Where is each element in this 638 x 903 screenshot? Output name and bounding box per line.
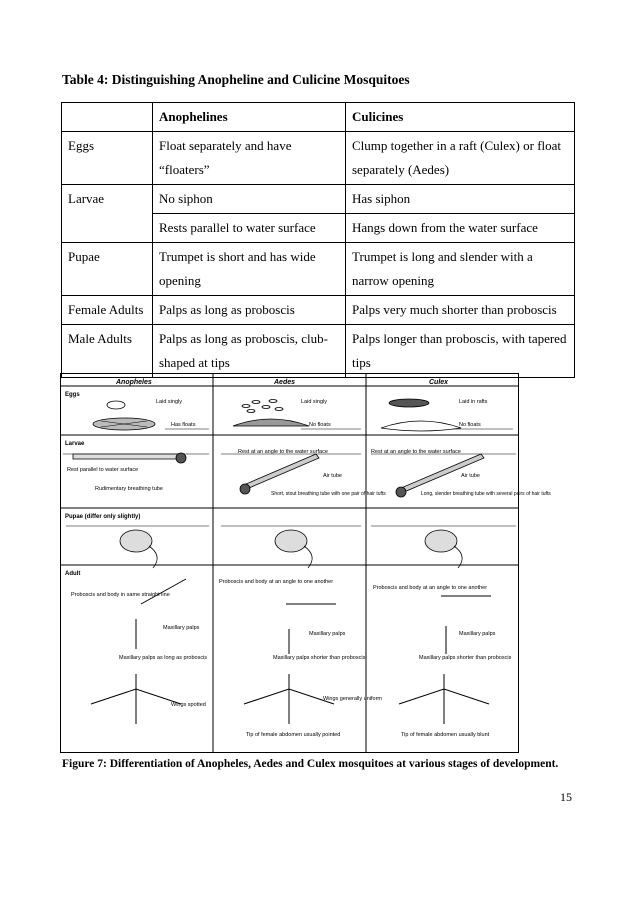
adult-drawings <box>91 579 491 724</box>
cell-culicines: Palps longer than proboscis, with tapered tips <box>346 325 575 378</box>
header-culicines: Culicines <box>346 103 575 132</box>
table-row <box>62 296 575 325</box>
table-row <box>62 132 575 185</box>
cell-stage: Female Adults <box>62 296 153 325</box>
label-has-floats: Has floats <box>171 422 196 428</box>
table-row <box>62 185 575 214</box>
cell-anophelines: No siphon <box>153 185 346 214</box>
mosquito-figure <box>60 373 551 753</box>
cell-culicines: Clump together in a raft (Culex) or float separately (Aedes) <box>346 132 575 185</box>
cell-stage: Larvae <box>62 185 153 243</box>
col-anopheles: Anopheles <box>116 379 152 386</box>
section-adult: Adult <box>65 571 81 577</box>
label-no-floats-culex: No floats <box>459 422 481 428</box>
label-same-line: Proboscis and body in same straight line <box>71 592 170 598</box>
label-rest-angle-culex: Rest at an angle to the water surface <box>371 449 461 455</box>
col-aedes: Aedes <box>274 379 296 386</box>
label-laid-in-rafts: Laid in rafts <box>459 399 488 405</box>
cell-stage: Male Adults <box>62 325 153 378</box>
col-culex: Culex <box>429 379 449 386</box>
label-laid-singly-anoph: Laid singly <box>156 399 182 405</box>
cell-culicines: Palps very much shorter than proboscis <box>346 296 575 325</box>
header-anophelines: Anophelines <box>153 103 346 132</box>
label-wings-spotted: Wings spotted <box>171 702 206 708</box>
label-rest-parallel: Rest parallel to water surface <box>67 467 139 473</box>
label-palps-as-long: Maxillary palps as long as proboscis <box>119 655 208 661</box>
cell-anophelines: Rests parallel to water surface <box>153 214 346 243</box>
label-air-tube-aedes: Air tube <box>323 473 342 479</box>
label-long-tube: Long, slender breathing tube with several pairs of hair tufts <box>421 491 551 497</box>
table-row <box>62 243 575 296</box>
cell-anophelines: Palps as long as proboscis <box>153 296 346 325</box>
cell-culicines: Hangs down from the water surface <box>346 214 575 243</box>
label-tip-blunt: Tip of female abdomen usually blunt <box>401 732 490 738</box>
cell-culicines: Has siphon <box>346 185 575 214</box>
label-angle-culex: Proboscis and body at an angle to one another <box>373 585 488 591</box>
label-rest-angle-aedes: Rest at an angle to the water surface <box>238 449 328 455</box>
label-palps-anoph: Maxillary palps <box>163 625 200 631</box>
cell-anophelines: Float separately and have “floaters” <box>153 132 346 185</box>
figure-caption: Figure 7: Differentiation of Anopheles, Aedes and Culex mosquitoes at various stages of development. <box>62 758 559 770</box>
comparison-table <box>61 102 575 378</box>
eggs-anopheles-drawing <box>93 401 155 430</box>
label-wings-uniform: Wings generally uniform <box>323 696 382 702</box>
label-air-tube-culex: Air tube <box>461 473 480 479</box>
table-row <box>62 325 575 378</box>
label-no-floats-aedes: No floats <box>309 422 331 428</box>
label-palps-shorter-aedes: Maxillary palps shorter than proboscis <box>273 655 366 661</box>
table-caption: Table 4: Distinguishing Anopheline and Culicine Mosquitoes <box>62 72 410 87</box>
label-palps-shorter-culex: Maxillary palps shorter than proboscis <box>419 655 512 661</box>
eggs-culex-drawing <box>381 399 461 431</box>
header-stage <box>62 103 153 132</box>
label-tip-pointed: Tip of female abdomen usually pointed <box>246 732 341 738</box>
section-pupae: Pupae (differ only slightly) <box>65 514 141 520</box>
label-laid-singly-aedes: Laid singly <box>301 399 327 405</box>
figure-illustration <box>61 374 551 752</box>
larvae-anopheles-drawing <box>63 453 209 463</box>
label-short-tube: Short, stout breathing tube with one pair of hair tufts <box>271 491 386 497</box>
label-rudimentary: Rudimentary breathing tube <box>95 486 163 492</box>
pupae-drawings <box>66 526 516 568</box>
section-eggs: Eggs <box>65 392 80 398</box>
section-larvae: Larvae <box>65 441 85 447</box>
cell-stage: Pupae <box>62 243 153 296</box>
cell-stage: Eggs <box>62 132 153 185</box>
cell-culicines: Trumpet is long and slender with a narrow opening <box>346 243 575 296</box>
page-number: 15 <box>560 790 572 804</box>
label-palps-aedes: Maxillary palps <box>309 631 346 637</box>
label-palps-culex: Maxillary palps <box>459 631 496 637</box>
cell-anophelines: Palps as long as proboscis, club-shaped at tips <box>153 325 346 378</box>
cell-anophelines: Trumpet is short and has wide opening <box>153 243 346 296</box>
table-header-row <box>62 103 575 132</box>
eggs-aedes-drawing <box>233 400 309 427</box>
label-angle-aedes: Proboscis and body at an angle to one another <box>219 579 334 585</box>
